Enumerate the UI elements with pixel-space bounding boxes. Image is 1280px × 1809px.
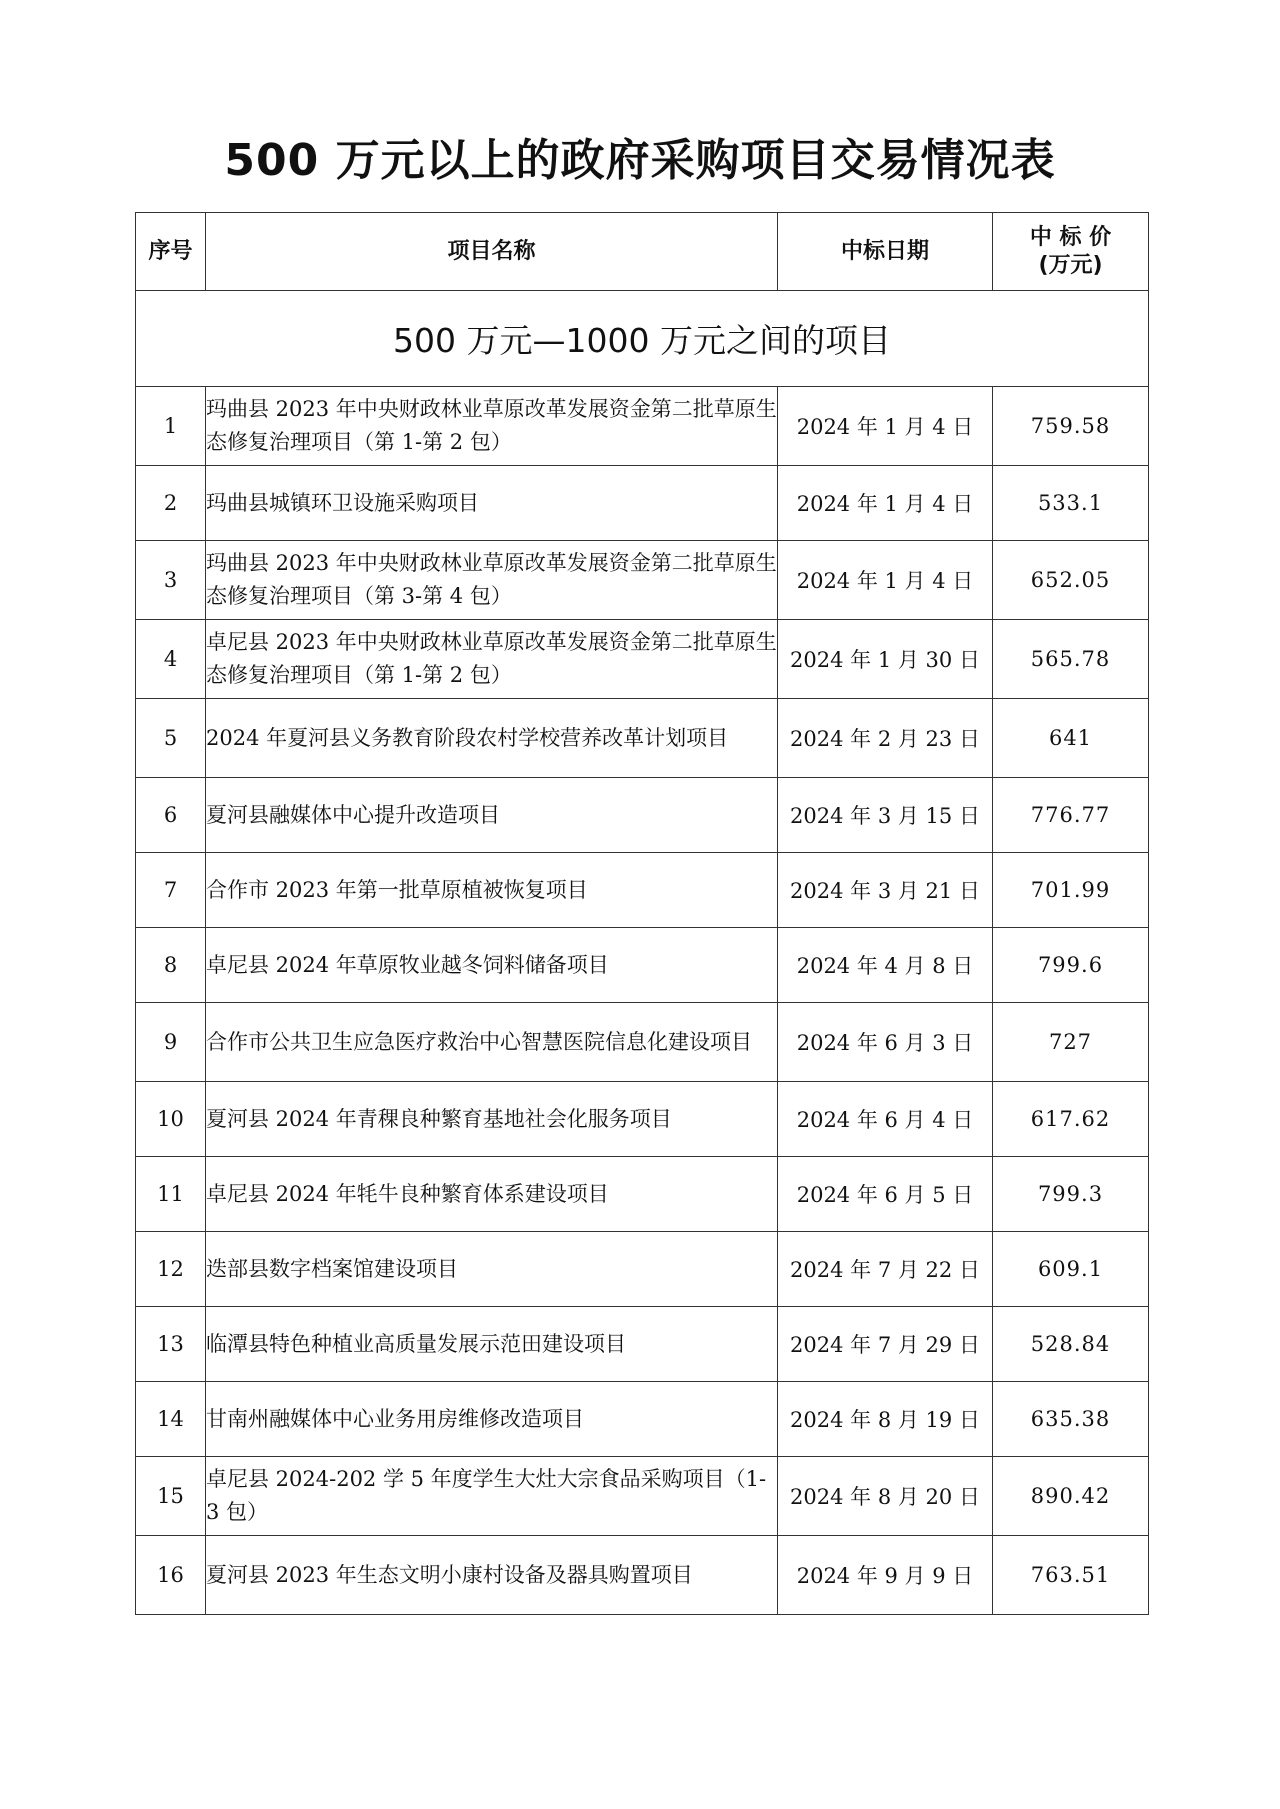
- table-row: [136, 699, 1149, 778]
- row-award-date: 2024 年 2 月 23 日: [778, 699, 993, 778]
- header-award-price-label: 中 标 价: [1029, 224, 1112, 250]
- row-project-name: 甘南州融媒体中心业务用房维修改造项目: [206, 1382, 778, 1457]
- table-row: [136, 1082, 1149, 1157]
- row-serial-number: 6: [136, 778, 206, 853]
- row-award-date: 2024 年 6 月 4 日: [778, 1082, 993, 1157]
- document-title: 500 万元以上的政府采购项目交易情况表: [224, 135, 1056, 186]
- row-project-name: 卓尼县 2023 年中央财政林业草原改革发展资金第二批草原生态修复治理项目（第 1-第 2 包）: [206, 620, 778, 699]
- row-award-date: 2024 年 4 月 8 日: [778, 928, 993, 1003]
- row-award-price: 617.62: [993, 1082, 1149, 1157]
- row-project-name: 卓尼县 2024-202 学 5 年度学生大灶大宗食品采购项目（1-3 包）: [206, 1457, 778, 1536]
- row-award-price: 609.1: [993, 1232, 1149, 1307]
- table-row: [136, 1457, 1149, 1536]
- row-award-price: 652.05: [993, 541, 1149, 620]
- header-serial-number: 序号: [136, 213, 206, 291]
- row-award-price: 776.77: [993, 778, 1149, 853]
- header-award-date: 中标日期: [778, 213, 993, 291]
- row-serial-number: 14: [136, 1382, 206, 1457]
- table-body: [136, 291, 1149, 1615]
- table-row: [136, 387, 1149, 466]
- row-project-name: 临潭县特色种植业高质量发展示范田建设项目: [206, 1307, 778, 1382]
- row-award-date: 2024 年 1 月 4 日: [778, 541, 993, 620]
- row-project-name: 合作市公共卫生应急医疗救治中心智慧医院信息化建设项目: [206, 1003, 778, 1082]
- row-serial-number: 2: [136, 466, 206, 541]
- table-row: [136, 1382, 1149, 1457]
- table-row: [136, 1157, 1149, 1232]
- row-award-date: 2024 年 7 月 29 日: [778, 1307, 993, 1382]
- table-row: [136, 853, 1149, 928]
- row-serial-number: 16: [136, 1536, 206, 1615]
- row-serial-number: 9: [136, 1003, 206, 1082]
- row-project-name: 夏河县融媒体中心提升改造项目: [206, 778, 778, 853]
- row-award-price: 528.84: [993, 1307, 1149, 1382]
- row-award-date: 2024 年 8 月 19 日: [778, 1382, 993, 1457]
- row-award-price: 799.3: [993, 1157, 1149, 1232]
- row-award-price: 565.78: [993, 620, 1149, 699]
- row-award-price: 890.42: [993, 1457, 1149, 1536]
- row-project-name: 卓尼县 2024 年草原牧业越冬饲料储备项目: [206, 928, 778, 1003]
- row-award-date: 2024 年 1 月 4 日: [778, 387, 993, 466]
- header-award-price-unit: (万元): [1038, 252, 1103, 278]
- row-serial-number: 11: [136, 1157, 206, 1232]
- table-row: [136, 466, 1149, 541]
- table-row: [136, 620, 1149, 699]
- row-serial-number: 3: [136, 541, 206, 620]
- table-header-row: [136, 213, 1149, 291]
- row-serial-number: 13: [136, 1307, 206, 1382]
- row-award-date: 2024 年 8 月 20 日: [778, 1457, 993, 1536]
- table-row: [136, 928, 1149, 1003]
- row-award-date: 2024 年 3 月 15 日: [778, 778, 993, 853]
- row-award-price: 533.1: [993, 466, 1149, 541]
- table-row: [136, 1232, 1149, 1307]
- row-serial-number: 8: [136, 928, 206, 1003]
- row-award-price: 763.51: [993, 1536, 1149, 1615]
- row-award-date: 2024 年 9 月 9 日: [778, 1536, 993, 1615]
- row-project-name: 玛曲县 2023 年中央财政林业草原改革发展资金第二批草原生态修复治理项目（第 3-第 4 包）: [206, 541, 778, 620]
- procurement-table: [135, 212, 1149, 1615]
- row-project-name: 夏河县 2023 年生态文明小康村设备及器具购置项目: [206, 1536, 778, 1615]
- row-project-name: 卓尼县 2024 年牦牛良种繁育体系建设项目: [206, 1157, 778, 1232]
- section-title: 500 万元—1000 万元之间的项目: [136, 291, 1149, 387]
- row-award-date: 2024 年 1 月 4 日: [778, 466, 993, 541]
- row-serial-number: 15: [136, 1457, 206, 1536]
- header-award-price: [993, 213, 1149, 291]
- row-project-name: 夏河县 2024 年青稞良种繁育基地社会化服务项目: [206, 1082, 778, 1157]
- table-row: [136, 1307, 1149, 1382]
- row-project-name: 玛曲县 2023 年中央财政林业草原改革发展资金第二批草原生态修复治理项目（第 1-第 2 包）: [206, 387, 778, 466]
- row-award-price: 635.38: [993, 1382, 1149, 1457]
- row-serial-number: 5: [136, 699, 206, 778]
- row-serial-number: 7: [136, 853, 206, 928]
- table-row: [136, 778, 1149, 853]
- row-award-price: 799.6: [993, 928, 1149, 1003]
- row-award-date: 2024 年 6 月 5 日: [778, 1157, 993, 1232]
- table-row: [136, 1003, 1149, 1082]
- row-serial-number: 1: [136, 387, 206, 466]
- row-award-price: 701.99: [993, 853, 1149, 928]
- row-award-price: 727: [993, 1003, 1149, 1082]
- section-row: [136, 291, 1149, 387]
- row-project-name: 玛曲县城镇环卫设施采购项目: [206, 466, 778, 541]
- row-award-date: 2024 年 6 月 3 日: [778, 1003, 993, 1082]
- row-project-name: 迭部县数字档案馆建设项目: [206, 1232, 778, 1307]
- row-serial-number: 12: [136, 1232, 206, 1307]
- row-award-date: 2024 年 1 月 30 日: [778, 620, 993, 699]
- row-project-name: 合作市 2023 年第一批草原植被恢复项目: [206, 853, 778, 928]
- table-row: [136, 541, 1149, 620]
- row-award-price: 641: [993, 699, 1149, 778]
- row-award-date: 2024 年 3 月 21 日: [778, 853, 993, 928]
- header-project-name: 项目名称: [206, 213, 778, 291]
- row-serial-number: 10: [136, 1082, 206, 1157]
- row-project-name: 2024 年夏河县义务教育阶段农村学校营养改革计划项目: [206, 699, 778, 778]
- row-award-price: 759.58: [993, 387, 1149, 466]
- row-serial-number: 4: [136, 620, 206, 699]
- table-row: [136, 1536, 1149, 1615]
- row-award-date: 2024 年 7 月 22 日: [778, 1232, 993, 1307]
